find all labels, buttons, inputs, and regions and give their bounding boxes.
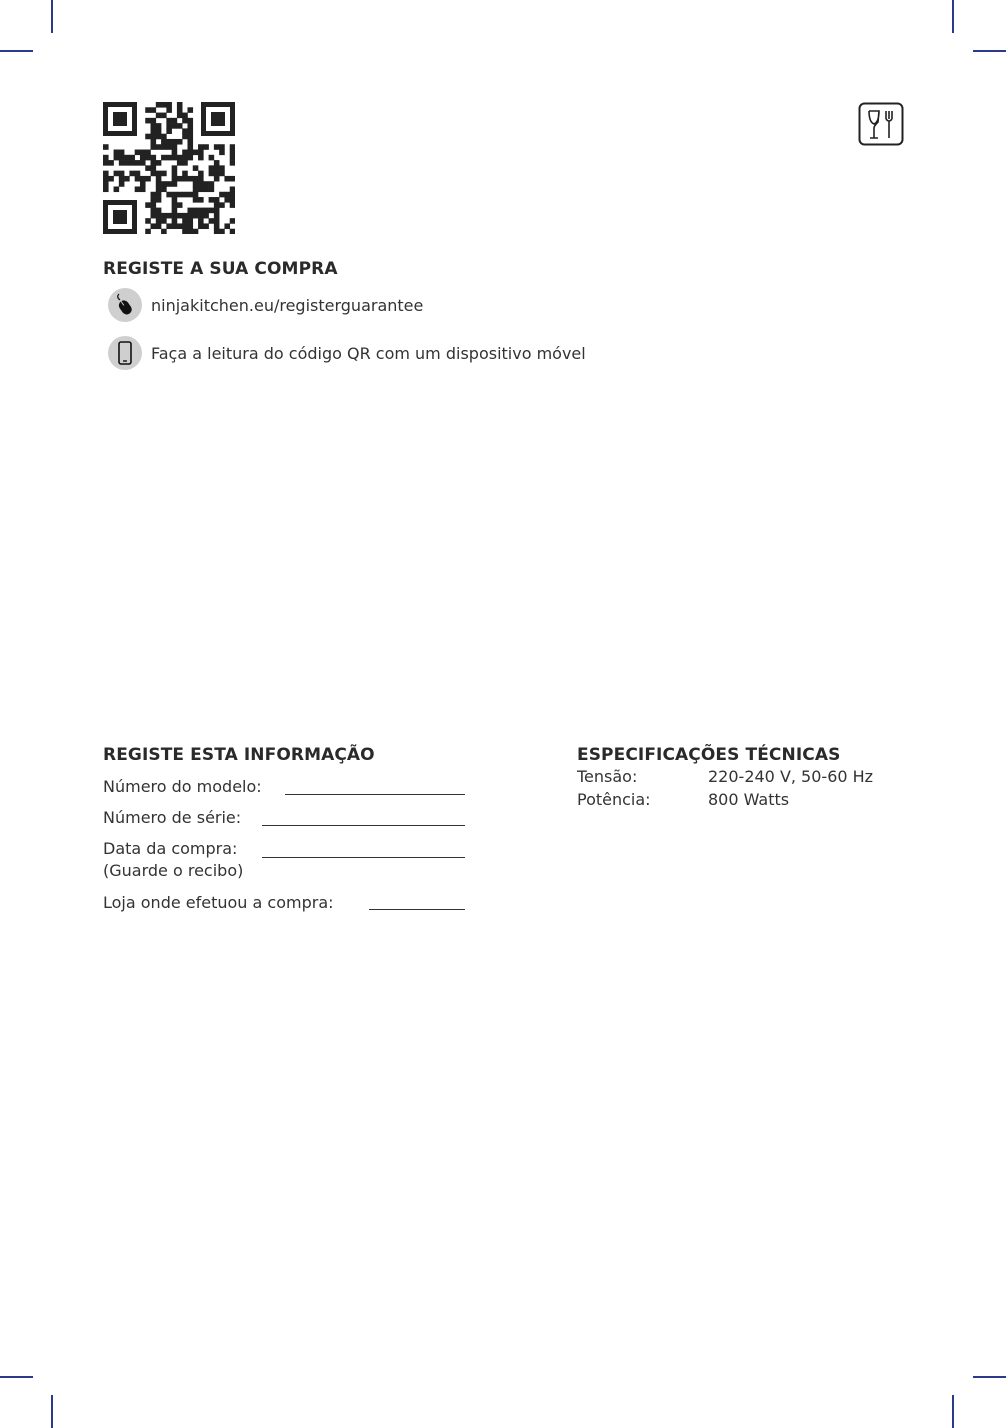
qr-module — [230, 160, 235, 166]
qr-module — [172, 223, 178, 229]
qr-module — [124, 176, 130, 182]
qr-module — [103, 181, 109, 187]
qr-module — [182, 176, 188, 182]
qr-module — [177, 192, 183, 198]
qr-module — [224, 197, 230, 203]
qr-module — [177, 139, 183, 145]
purchase-date-label: Data da compra: — [103, 839, 238, 858]
qr-module — [177, 176, 183, 182]
register-purchase-title: REGISTE A SUA COMPRA — [103, 259, 338, 279]
qr-module — [187, 139, 193, 145]
qr-module — [156, 113, 162, 119]
qr-module — [166, 213, 172, 219]
qr-module — [214, 160, 220, 166]
qr-module — [124, 155, 130, 161]
qr-module — [161, 102, 167, 108]
qr-module — [156, 176, 162, 182]
qr-module — [151, 223, 157, 229]
qr-module — [198, 197, 204, 203]
qr-module — [177, 107, 183, 113]
voltage-label: Tensão: — [577, 767, 638, 786]
qr-module — [187, 218, 193, 224]
qr-module — [156, 213, 162, 219]
qr-module — [214, 218, 220, 224]
crop-mark — [51, 0, 53, 33]
store-field[interactable] — [369, 909, 465, 910]
qr-module — [182, 229, 188, 234]
qr-module — [214, 176, 220, 182]
crop-mark — [0, 50, 33, 52]
mobile-phone-icon — [108, 336, 142, 370]
qr-module — [151, 139, 157, 145]
power-label: Potência: — [577, 790, 651, 809]
qr-module — [145, 155, 151, 161]
qr-module — [151, 123, 157, 129]
qr-module — [219, 202, 225, 208]
tech-specs-title: ESPECIFICAÇÕES TÉCNICAS — [577, 745, 841, 765]
qr-module — [187, 176, 193, 182]
power-value: 800 Watts — [708, 790, 790, 809]
qr-module — [182, 134, 188, 140]
qr-module — [214, 229, 220, 234]
qr-module — [177, 202, 183, 208]
qr-module — [230, 197, 235, 203]
qr-module — [203, 213, 209, 219]
qr-instruction-text: Faça a leitura do código QR com um dispositivo móvel — [151, 343, 586, 363]
keep-receipt-note: (Guarde o recibo) — [103, 861, 244, 880]
qr-module — [172, 165, 178, 171]
qr-module — [214, 197, 220, 203]
qr-module — [198, 223, 204, 229]
qr-module — [187, 223, 193, 229]
qr-module — [177, 155, 183, 161]
qr-module — [119, 176, 125, 182]
qr-module — [198, 155, 204, 161]
qr-module — [135, 171, 141, 177]
qr-module — [161, 186, 167, 192]
qr-module — [119, 181, 125, 187]
qr-module — [198, 208, 204, 214]
qr-module — [230, 176, 235, 182]
qr-module — [151, 107, 157, 113]
qr-module — [161, 113, 167, 119]
qr-module — [151, 160, 157, 166]
qr-module — [224, 192, 230, 198]
qr-module — [182, 150, 188, 156]
model-number-field[interactable] — [285, 794, 465, 795]
qr-module — [209, 165, 215, 171]
qr-module — [145, 202, 151, 208]
qr-module — [166, 107, 172, 113]
qr-module — [198, 176, 204, 182]
qr-module — [187, 107, 193, 113]
qr-module — [187, 134, 193, 140]
qr-module — [172, 208, 178, 214]
qr-module — [156, 208, 162, 214]
qr-module — [151, 213, 157, 219]
qr-module — [140, 155, 146, 161]
computer-mouse-icon — [108, 288, 142, 322]
qr-module — [151, 171, 157, 177]
qr-module — [224, 223, 230, 229]
crop-mark — [973, 50, 1006, 52]
qr-module — [103, 171, 109, 177]
serial-number-label: Número de série: — [103, 808, 242, 827]
qr-module — [103, 155, 109, 161]
qr-module — [156, 197, 162, 203]
qr-module — [145, 134, 151, 140]
qr-module — [172, 181, 178, 187]
qr-module — [151, 192, 157, 198]
crop-mark — [51, 1395, 53, 1428]
qr-module — [209, 171, 215, 177]
qr-module — [214, 144, 220, 150]
qr-module — [161, 134, 167, 140]
qr-module — [114, 186, 120, 192]
qr-module — [230, 150, 235, 156]
qr-module — [230, 218, 235, 224]
qr-module — [209, 181, 215, 187]
qr-module — [187, 155, 193, 161]
qr-module — [119, 160, 125, 166]
qr-module — [145, 107, 151, 113]
qr-module — [209, 155, 215, 161]
qr-module — [214, 171, 220, 177]
qr-module — [198, 186, 204, 192]
qr-module — [140, 160, 146, 166]
qr-module — [119, 150, 125, 156]
qr-module — [219, 150, 225, 156]
qr-module — [140, 150, 146, 156]
qr-module — [187, 229, 193, 234]
qr-module — [166, 118, 172, 124]
qr-module — [161, 229, 167, 234]
qr-module — [135, 150, 141, 156]
qr-module — [161, 218, 167, 224]
qr-module — [145, 150, 151, 156]
qr-module — [161, 181, 167, 187]
crop-mark — [0, 1376, 33, 1378]
qr-module — [177, 160, 183, 166]
qr-module — [114, 155, 120, 161]
qr-module — [182, 213, 188, 219]
register-info-title: REGISTE ESTA INFORMAÇÃO — [103, 745, 375, 765]
qr-code[interactable] — [103, 102, 235, 234]
qr-module — [156, 144, 162, 150]
qr-module — [172, 155, 178, 161]
qr-module — [193, 213, 199, 219]
qr-module — [177, 113, 183, 119]
qr-module — [172, 123, 178, 129]
qr-module — [124, 160, 130, 166]
qr-module — [166, 139, 172, 145]
qr-module — [193, 192, 199, 198]
qr-module — [193, 176, 199, 182]
qr-module — [156, 186, 162, 192]
qr-module — [224, 176, 230, 182]
qr-module — [187, 123, 193, 129]
qr-module — [209, 197, 215, 203]
qr-module — [151, 208, 157, 214]
qr-module — [140, 181, 146, 187]
qr-module — [230, 202, 235, 208]
qr-module — [103, 144, 109, 150]
qr-module — [161, 155, 167, 161]
register-website-link[interactable]: ninjakitchen.eu/registerguarantee — [151, 295, 424, 315]
purchase-date-field[interactable] — [262, 857, 465, 858]
qr-module — [219, 229, 225, 234]
qr-module — [151, 128, 157, 134]
qr-module — [145, 165, 151, 171]
qr-module — [182, 160, 188, 166]
qr-module — [219, 171, 225, 177]
qr-module — [156, 102, 162, 108]
serial-number-field[interactable] — [262, 825, 465, 826]
qr-module — [182, 218, 188, 224]
qr-module — [193, 150, 199, 156]
food-safe-symbol-icon — [858, 102, 904, 146]
qr-module — [193, 229, 199, 234]
qr-module — [230, 144, 235, 150]
qr-module — [156, 218, 162, 224]
qr-module — [166, 181, 172, 187]
qr-module — [172, 144, 178, 150]
crop-mark — [952, 1395, 954, 1428]
qr-module — [177, 223, 183, 229]
qr-module — [182, 192, 188, 198]
qr-module — [156, 181, 162, 187]
qr-module — [103, 176, 109, 182]
qr-module — [209, 186, 215, 192]
qr-module — [198, 144, 204, 150]
qr-module — [172, 202, 178, 208]
qr-module — [145, 118, 151, 124]
crop-mark — [952, 0, 954, 33]
qr-module — [182, 118, 188, 124]
qr-module — [230, 229, 235, 234]
qr-module — [166, 192, 172, 198]
qr-module — [203, 144, 209, 150]
qr-module — [193, 208, 199, 214]
qr-module — [161, 144, 167, 150]
qr-module — [119, 155, 125, 161]
qr-module — [230, 192, 235, 198]
qr-module — [161, 213, 167, 219]
qr-module — [177, 123, 183, 129]
qr-module — [151, 155, 157, 161]
qr-module — [177, 102, 183, 108]
voltage-value: 220-240 V, 50-60 Hz — [708, 767, 874, 786]
qr-module — [172, 197, 178, 203]
qr-module — [214, 165, 220, 171]
qr-module — [161, 171, 167, 177]
qr-module — [187, 208, 193, 214]
qr-module — [193, 197, 199, 203]
qr-module — [151, 118, 157, 124]
crop-mark — [973, 1376, 1006, 1378]
qr-module — [108, 160, 114, 166]
qr-module — [203, 186, 209, 192]
qr-module — [135, 160, 141, 166]
qr-module — [172, 213, 178, 219]
qr-module — [193, 186, 199, 192]
qr-module — [166, 155, 172, 161]
qr-module — [187, 150, 193, 156]
qr-module — [198, 181, 204, 187]
qr-module — [177, 213, 183, 219]
qr-module — [166, 223, 172, 229]
qr-module — [129, 160, 135, 166]
qr-module — [156, 160, 162, 166]
qr-module — [145, 176, 151, 182]
qr-module — [219, 144, 225, 150]
qr-module — [214, 223, 220, 229]
qr-module — [145, 229, 151, 234]
qr-module — [161, 139, 167, 145]
qr-module — [198, 213, 204, 219]
qr-module — [151, 144, 157, 150]
qr-module — [172, 176, 178, 182]
qr-module — [151, 165, 157, 171]
qr-module — [219, 192, 225, 198]
qr-module — [103, 186, 109, 192]
qr-module — [187, 192, 193, 198]
qr-module — [198, 171, 204, 177]
qr-module — [156, 123, 162, 129]
qr-module — [129, 155, 135, 161]
qr-module — [230, 186, 235, 192]
qr-module — [119, 171, 125, 177]
qr-module — [172, 150, 178, 156]
qr-module — [156, 192, 162, 198]
qr-module — [203, 208, 209, 214]
qr-module — [156, 223, 162, 229]
qr-module — [209, 218, 215, 224]
qr-module — [172, 192, 178, 198]
model-number-label: Número do modelo: — [103, 777, 262, 796]
qr-module — [140, 186, 146, 192]
qr-module — [214, 208, 220, 214]
qr-module — [156, 128, 162, 134]
qr-module — [214, 202, 220, 208]
qr-module — [203, 223, 209, 229]
qr-module — [103, 160, 109, 166]
qr-module — [182, 171, 188, 177]
qr-module — [209, 208, 215, 214]
qr-module — [214, 213, 220, 219]
qr-module — [114, 150, 120, 156]
qr-module — [135, 186, 141, 192]
qr-module — [187, 128, 193, 134]
qr-module — [166, 144, 172, 150]
qr-module — [172, 118, 178, 124]
qr-instruction-row — [108, 336, 586, 370]
qr-module — [156, 171, 162, 177]
qr-module — [187, 118, 193, 124]
qr-module — [230, 155, 235, 161]
qr-module — [187, 213, 193, 219]
qr-module — [198, 150, 204, 156]
qr-module — [166, 123, 172, 129]
qr-module — [172, 139, 178, 145]
qr-module — [145, 218, 151, 224]
qr-module — [166, 102, 172, 108]
qr-module — [193, 181, 199, 187]
qr-module — [182, 128, 188, 134]
qr-module — [182, 155, 188, 161]
qr-module — [140, 176, 146, 182]
website-row — [108, 288, 423, 322]
qr-module — [182, 223, 188, 229]
qr-module — [151, 134, 157, 140]
qr-module — [193, 165, 199, 171]
qr-module — [198, 218, 204, 224]
qr-module — [151, 197, 157, 203]
qr-module — [187, 144, 193, 150]
qr-module — [114, 171, 120, 177]
qr-module — [135, 176, 141, 182]
qr-module — [166, 128, 172, 134]
qr-module — [172, 218, 178, 224]
qr-module — [203, 181, 209, 187]
qr-module — [182, 113, 188, 119]
qr-module — [129, 171, 135, 177]
qr-module — [108, 176, 114, 182]
store-label: Loja onde efetuou a compra: — [103, 893, 334, 912]
qr-module — [219, 165, 225, 171]
qr-module — [151, 202, 157, 208]
qr-module — [156, 134, 162, 140]
qr-module — [172, 171, 178, 177]
